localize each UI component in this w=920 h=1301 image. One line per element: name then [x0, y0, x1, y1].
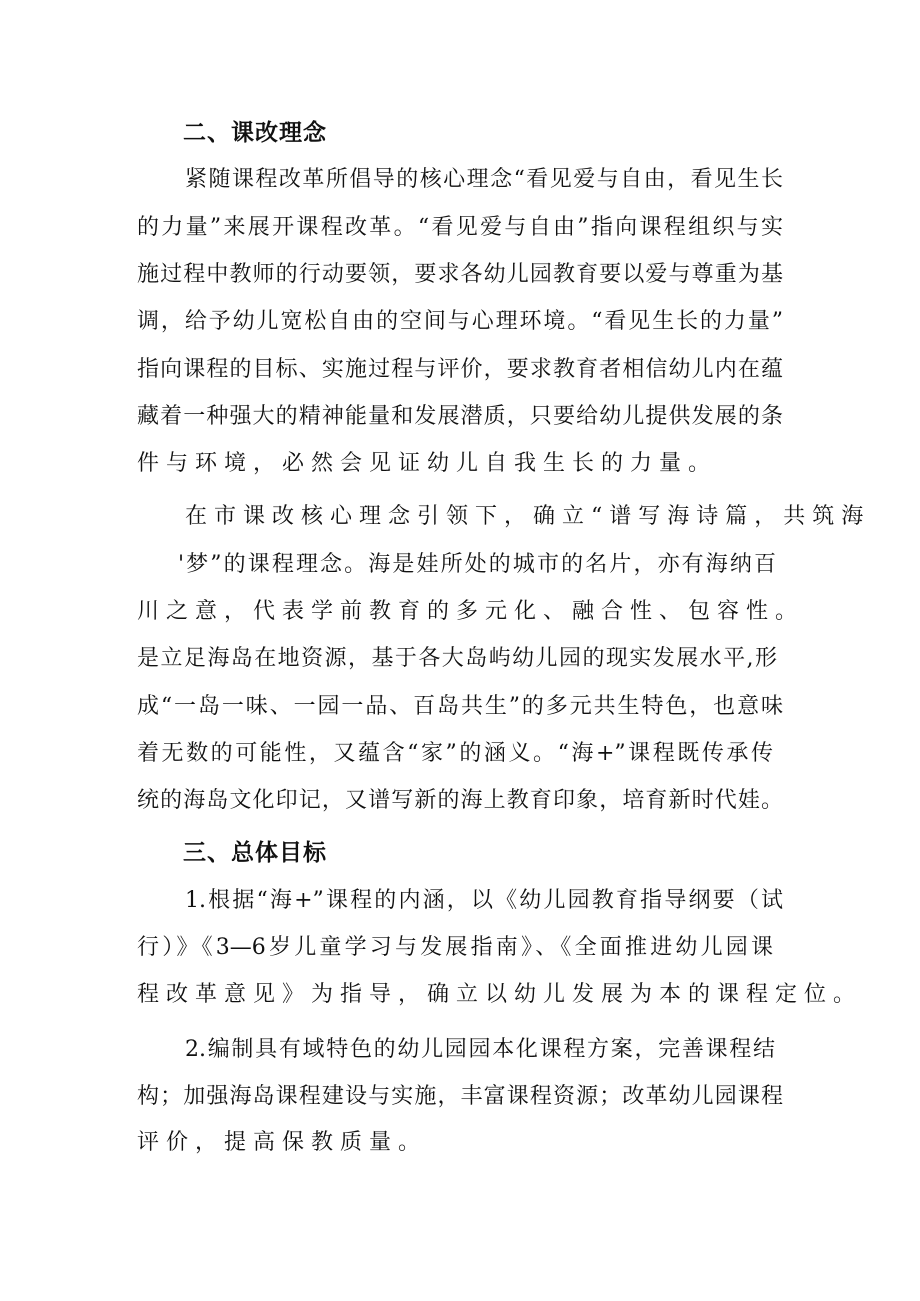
list-item-line: 行）》《3—6岁儿童学习与发展指南》、《全面推进幼儿园课: [137, 935, 773, 960]
section-heading: 二、课改理念: [183, 120, 327, 146]
list-item-line: 程改革意见》为指导，确立以幼儿发展为本的课程定位。: [137, 982, 863, 1007]
paragraph-line: 着无数的可能性，又蕴含“家”的涵义。“海+”课程既传承传: [137, 741, 773, 766]
paragraph-line: 件与环境，必然会见证幼儿自我生长的力量。: [137, 451, 718, 476]
paragraph-line: 川之意，代表学前教育的多元化、融合性、包容性。: [137, 599, 805, 624]
list-item-line: 评价，提高保教质量。: [137, 1130, 428, 1155]
list-item-line: 2.编制具有域特色的幼儿园园本化课程方案，完善课程结: [185, 1037, 775, 1062]
paragraph-line: 施过程中教师的行动要领，要求各幼儿园教育要以爱与尊重为基: [137, 262, 783, 287]
paragraph-line: 统的海岛文化印记，又谱写新的海上教育印象，培育新时代娃。: [137, 788, 783, 813]
section-heading: 三、总体目标: [183, 840, 327, 866]
paragraph-line: 指向课程的目标、实施过程与评价，要求教育者相信幼儿内在蕴: [137, 357, 783, 382]
paragraph-line: 紧随课程改革所倡导的核心理念“看见爱与自由，看见生长: [185, 167, 783, 192]
paragraph-line: 的力量”来展开课程改革。“看见爱与自由”指向课程组织与实: [137, 215, 783, 240]
paragraph-line: '梦”的课程理念。海是娃所处的城市的名片，亦有海纳百: [178, 552, 776, 577]
list-item-line: 1.根据“海+”课程的内涵，以《幼儿园教育指导纲要（试: [185, 888, 783, 913]
paragraph-line: 藏着一种强大的精神能量和发展潜质，只要给幼儿提供发展的条: [137, 404, 783, 429]
paragraph-line: 调，给予幼儿宽松自由的空间与心理环境。“看见生长的力量”: [137, 309, 783, 334]
paragraph-line: 是立足海岛在地资源，基于各大岛屿幼儿园的现实发展水平,形: [137, 646, 777, 671]
list-item-line: 构；加强海岛课程建设与实施，丰富课程资源；改革幼儿园课程: [137, 1084, 783, 1109]
paragraph-line: 成“一岛一味、一园一品、百岛共生”的多元共生特色，也意味: [137, 694, 783, 719]
paragraph-line: 在市课改核心理念引领下，确立“谱写海诗篇，共筑海: [185, 504, 871, 529]
